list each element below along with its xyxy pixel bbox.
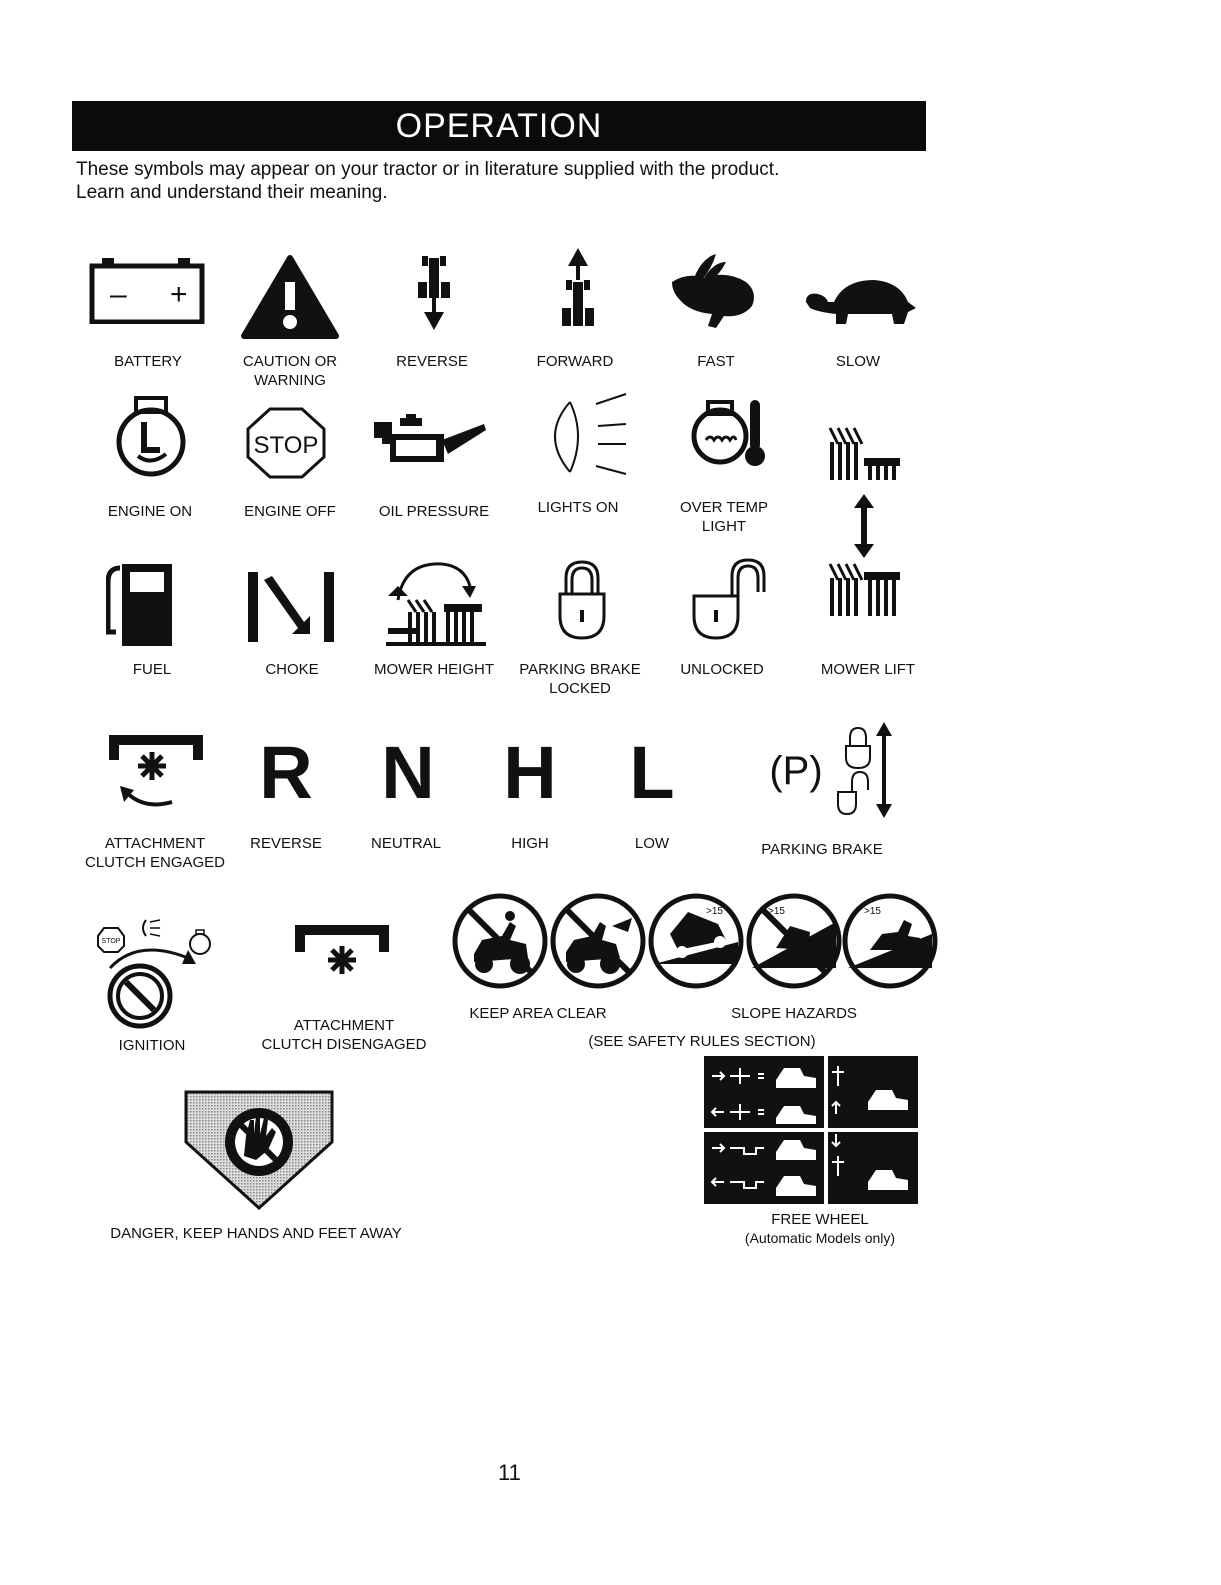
svg-text:STOP: STOP bbox=[253, 432, 319, 459]
fuel-pump-icon bbox=[106, 562, 176, 648]
free-wheel-label: FREE WHEEL (Automatic Models only) bbox=[744, 1211, 896, 1246]
turtle-icon bbox=[804, 274, 920, 330]
slope-hazards-icon bbox=[648, 892, 938, 990]
svg-text:>15: >15 bbox=[706, 906, 723, 917]
padlock-locked-icon bbox=[556, 560, 608, 642]
mower-lift-label: MOWER LIFT bbox=[820, 661, 916, 678]
oil-can-icon bbox=[372, 414, 492, 470]
reverse-label: REVERSE bbox=[396, 353, 468, 370]
forward-label: FORWARD bbox=[536, 353, 614, 370]
caution-triangle-icon bbox=[240, 254, 340, 340]
svg-text:STOP: STOP bbox=[101, 938, 121, 945]
headlight-icon bbox=[530, 392, 630, 482]
parking-brake-locked-label: PARKING BRAKE LOCKED bbox=[519, 661, 641, 697]
fast-label: FAST bbox=[697, 353, 735, 370]
ignition-icon bbox=[88, 914, 218, 1036]
svg-text:>15: >15 bbox=[768, 906, 785, 917]
gear-high-label: HIGH bbox=[511, 835, 549, 852]
oil-pressure-label: OIL PRESSURE bbox=[378, 503, 490, 520]
danger-label: DANGER, KEEP HANDS AND FEET AWAY bbox=[110, 1225, 402, 1242]
keep-area-clear-label: KEEP AREA CLEAR bbox=[469, 1005, 607, 1022]
intro-line-2: Learn and understand their meaning. bbox=[76, 182, 388, 203]
choke-label: CHOKE bbox=[265, 661, 319, 678]
engine-off-label: ENGINE OFF bbox=[244, 503, 336, 520]
reverse-tractor-icon bbox=[414, 254, 454, 332]
slow-label: SLOW bbox=[835, 353, 881, 370]
gear-neutral-letter: N bbox=[381, 731, 435, 814]
gear-reverse-letter: R bbox=[259, 731, 313, 814]
intro-text bbox=[76, 158, 936, 204]
mower-raised-icon bbox=[824, 424, 904, 484]
danger-hands-icon bbox=[184, 1090, 334, 1210]
rabbit-icon bbox=[668, 252, 764, 332]
svg-text:(P): (P) bbox=[769, 749, 823, 793]
page-title: OPERATION bbox=[72, 101, 926, 151]
forward-tractor-icon bbox=[558, 246, 598, 330]
gear-neutral-label: NEUTRAL bbox=[370, 835, 442, 852]
svg-text:–: – bbox=[110, 278, 127, 311]
safety-rules-note: (SEE SAFETY RULES SECTION) bbox=[588, 1033, 816, 1050]
free-wheel-icon bbox=[704, 1056, 918, 1204]
over-temp-icon bbox=[688, 398, 778, 468]
engine-on-label: ENGINE ON bbox=[107, 503, 193, 520]
gear-high-letter: H bbox=[503, 731, 557, 814]
slope-hazards-label: SLOPE HAZARDS bbox=[731, 1005, 857, 1022]
engine-on-icon bbox=[114, 396, 188, 478]
page-number: 11 bbox=[498, 1460, 521, 1485]
attachment-disengaged-label: ATTACHMENT CLUTCH DISENGAGED bbox=[261, 1017, 427, 1053]
attachment-engaged-label: ATTACHMENT CLUTCH ENGAGED bbox=[84, 835, 226, 871]
choke-icon bbox=[244, 570, 338, 644]
gear-reverse-label: REVERSE bbox=[250, 835, 322, 852]
battery-icon bbox=[88, 258, 206, 324]
gear-low-letter: L bbox=[629, 731, 675, 814]
mower-height-label: MOWER HEIGHT bbox=[374, 661, 494, 678]
caution-label: CAUTION OR WARNING bbox=[242, 353, 338, 389]
parking-brake-icon bbox=[758, 720, 898, 820]
padlock-unlocked-icon bbox=[690, 556, 772, 642]
stop-sign-icon bbox=[246, 407, 326, 479]
up-down-arrow-icon bbox=[852, 494, 876, 558]
keep-area-clear-icon bbox=[452, 892, 648, 990]
intro-line-1: These symbols may appear on your tractor or in literature supplied with the product. bbox=[76, 159, 780, 180]
unlocked-label: UNLOCKED bbox=[680, 661, 764, 678]
parking-brake-label: PARKING BRAKE bbox=[761, 841, 883, 858]
attachment-disengaged-icon bbox=[294, 922, 390, 982]
over-temp-label: OVER TEMP LIGHT bbox=[679, 499, 769, 535]
lights-on-label: LIGHTS ON bbox=[537, 499, 619, 516]
ignition-label: IGNITION bbox=[118, 1037, 186, 1054]
battery-label: BATTERY bbox=[114, 353, 182, 370]
fuel-label: FUEL bbox=[132, 661, 172, 678]
mower-lowered-icon bbox=[824, 560, 904, 620]
attachment-engaged-icon bbox=[108, 732, 204, 818]
gear-low-label: LOW bbox=[634, 835, 670, 852]
svg-text:+: + bbox=[170, 278, 188, 311]
svg-text:>15: >15 bbox=[864, 906, 881, 917]
mower-height-icon bbox=[384, 556, 488, 648]
